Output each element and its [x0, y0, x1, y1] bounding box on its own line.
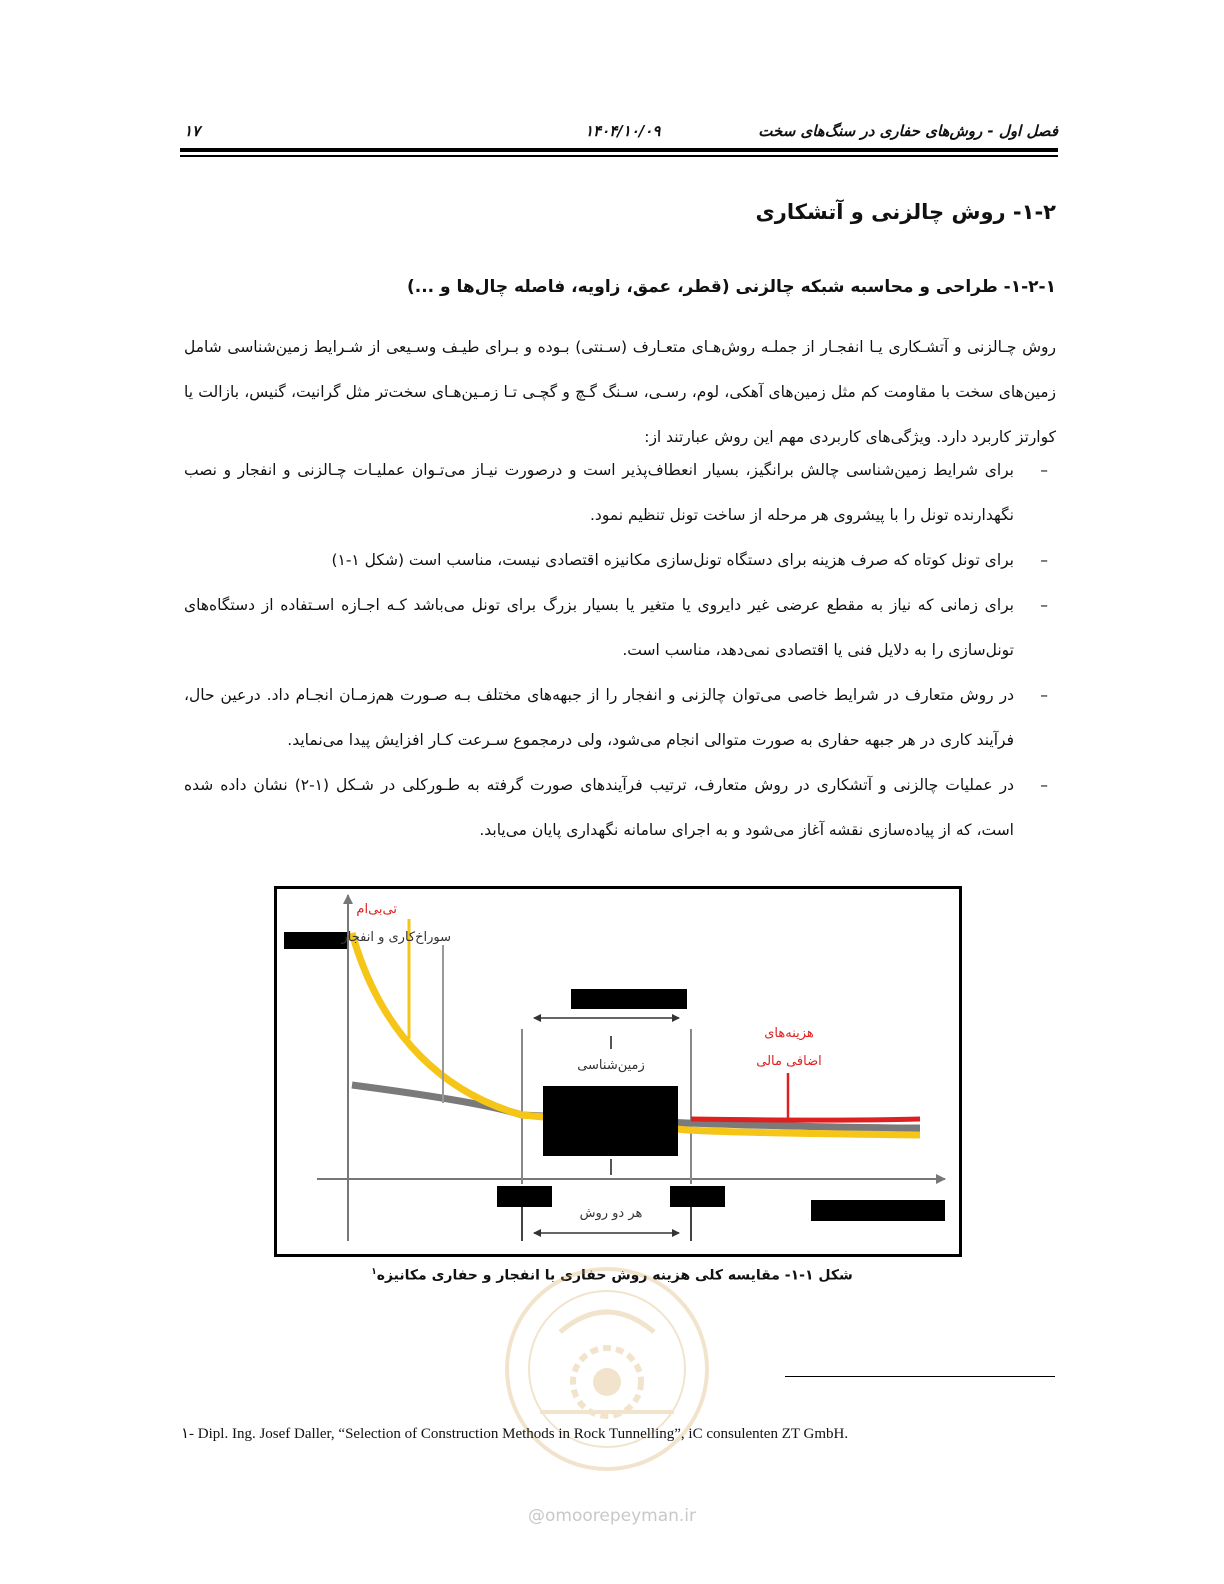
figure-cost-comparison — [274, 886, 962, 1257]
cost-diagram — [277, 889, 959, 1254]
caption-footnote-ref: ۱ — [371, 1267, 377, 1277]
label-extra-costs-line1: هزینه‌های — [764, 1026, 814, 1041]
section-heading: ۱-۲- روش چالزنی و آتشکاری — [755, 200, 1056, 224]
redaction-box — [811, 1200, 945, 1221]
header-rule-thin — [180, 155, 1058, 157]
seal-emblem — [500, 1262, 715, 1477]
header-date: ۱۴۰۴/۱۰/۰۹ — [585, 122, 661, 140]
list-item: – برای تونل کوتاه که صرف هزینه برای دستگاه تونل‌سازی مکانیزه اقتصادی نیست، مناسب است (شکل ۱-۱) — [184, 538, 1056, 583]
footnote-rule — [785, 1376, 1055, 1377]
watermark-site: @omoorepeyman.ir — [527, 1506, 697, 1526]
label-geology: زمین‌شناسی — [577, 1058, 645, 1073]
label-tbm: تی‌بی‌ام — [356, 902, 397, 917]
redaction-box — [543, 1086, 678, 1156]
label-extra-costs-line2: اضافی مالی — [756, 1054, 822, 1069]
header-rule-thick — [180, 148, 1058, 152]
redaction-box — [284, 932, 347, 949]
list-item: – برای شرایط زمین‌شناسی چالش برانگیز، بسیار انعطاف‌پذیر است و درصورت نیـاز می‌تـوان عملیـات چـالزنی و انفجار و نصب نگهدارنده تونل را با پیشروی هر مرحله از ساخت تونل تنظیم نمود. — [184, 448, 1056, 538]
extra-cost-curve — [691, 1119, 920, 1120]
subsection-heading: ۱-۲-۱- طراحی و محاسبه شبکه چالزنی (قطر، عمق، زاویه، فاصله چال‌ها و ...) — [407, 277, 1056, 297]
chapter-title: فصل اول - روش‌های حفاری در سنگ‌های سخت — [758, 122, 1058, 140]
label-drill-blast: سوراخ‌کاری و انفجار — [341, 930, 451, 945]
caption-text: شکل ۱-۱- مقایسه کلی هزینه روش حفاری با انفجار و حفاری مکانیزه — [376, 1267, 853, 1284]
list-item: – در روش متعارف در شرایط خاصی می‌توان چالزنی و انفجار را از جبهه‌های مختلف بـه صـورت هم‌زمـان انجـام داد. درعین حال، فرآیند کاری در هر جبهه حفاری به صورت متوالی انجام می‌شود، ولی درمجموع سـرعت کـار افزایش پیدا می‌نماید. — [184, 673, 1056, 763]
footnote: ۱- Dipl. Ing. Josef Daller, “Selection of Construction Methods in Rock Tunnelling”, iC consulenten ZT GmbH. — [181, 1426, 849, 1442]
list-item: – در عملیات چالزنی و آتشکاری در روش متعارف، ترتیب فرآیندهای صورت گرفته به طـورکلی در شـکل (۱-۲) نشان داده شده است، که از پیاده‌سازی نقشه آغاز می‌شود و به اجرای سامانه نگهداری پایان می‌یابد. — [184, 763, 1056, 853]
redaction-box — [670, 1186, 725, 1207]
page-number: ۱۷ — [184, 122, 201, 140]
feature-list — [184, 448, 1056, 853]
watermark-seal — [500, 1262, 715, 1477]
list-item: – برای زمانی که نیاز به مقطع عرضی غیر دایروی یا متغیر یا بسیار بزرگ برای تونل می‌باشد کـه اجـازه اسـتفاده از دستگاه‌های تونل‌سازی را به دلایل فنی یا اقتصادی نمی‌دهد، مناسب است. — [184, 583, 1056, 673]
label-both-methods: هر دو روش — [579, 1206, 643, 1221]
intro-paragraph: روش چـالزنی و آتشـکاری یـا انفجـار از جملـه روش‌هـای متعـارف (سـنتی) بـوده و بـرای طیـف وسـیعی از شـرایط زمین‌شناسی شامل زمین‌های سخت با مقاومت کم مثل زمین‌های آهکی، لوم، رسـی، سـنگ گـچ و گچـی تـا زمـین‌هـای سخت‌تر مثل گرانیت، گنیس، بازالت یا کوارتز کاربرد دارد. ویژگی‌های کاربردی مهم این روش عبارتند از: — [184, 338, 1056, 446]
redaction-box — [497, 1186, 552, 1207]
redaction-box — [571, 989, 687, 1009]
running-header — [180, 118, 1058, 144]
